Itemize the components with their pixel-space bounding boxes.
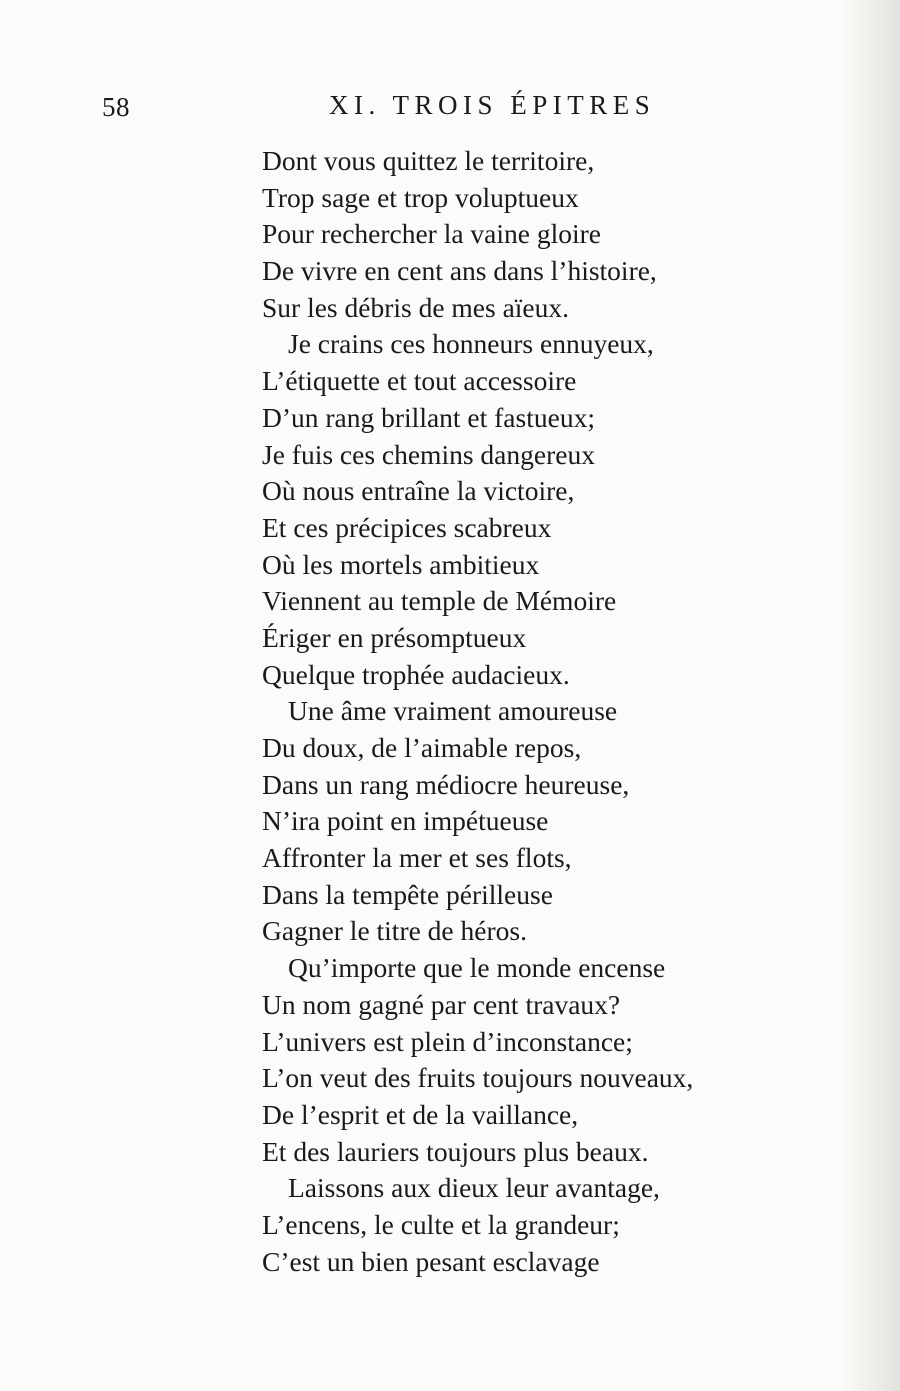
- poem-line: D’un rang brillant et fastueux;: [262, 401, 595, 433]
- poem-line: Dont vous quittez le territoire,: [262, 145, 595, 176]
- poem-line: Dans un rang médiocre heureuse,: [262, 768, 630, 800]
- poem-line: De vivre en cent ans dans l’histoire,: [262, 255, 657, 287]
- poem-line: C’est un bien pesant esclavage: [262, 1245, 600, 1277]
- poem-line: N’ira point en impétueuse: [262, 805, 549, 837]
- poem-line: Une âme vraiment amoureuse: [288, 695, 618, 727]
- poem-line: L’on veut des fruits toujours nouveaux,: [262, 1062, 694, 1094]
- poem-line: Affronter la mer et ses flots,: [262, 842, 572, 874]
- poem-line: Quelque trophée audacieux.: [262, 658, 570, 690]
- poem-line: Viennent au temple de Mémoire: [262, 585, 617, 617]
- poem-text: [262, 143, 862, 1280]
- poem-line: Sur les débris de mes aïeux.: [262, 291, 570, 323]
- poem-line: Ériger en présomptueux: [262, 621, 527, 653]
- poem-line: Du doux, de l’aimable repos,: [262, 732, 582, 763]
- poem-line: L’encens, le culte et la grandeur;: [262, 1208, 620, 1240]
- poem-line: L’univers est plein d’inconstance;: [262, 1025, 633, 1057]
- poem-line: Laissons aux dieux leur avantage,: [288, 1172, 660, 1204]
- poem-line: Et des lauriers toujours plus beaux.: [262, 1135, 649, 1167]
- poem-line: Je crains ces honneurs ennuyeux,: [288, 328, 654, 360]
- poem-line: Un nom gagné par cent travaux?: [262, 988, 621, 1020]
- poem-line: Pour rechercher la vaine gloire: [262, 218, 601, 250]
- poem-line: L’étiquette et tout accessoire: [262, 365, 577, 397]
- running-title: XI. TROIS ÉPITRES: [329, 90, 656, 120]
- poem-line: Je fuis ces chemins dangereux: [262, 438, 595, 470]
- poem-line: Dans la tempête périlleuse: [262, 878, 553, 910]
- poem-line: Qu’importe que le monde encense: [288, 952, 666, 984]
- page-number: 58: [102, 92, 130, 122]
- poem-line: Trop sage et trop voluptueux: [262, 181, 579, 213]
- poem-line: Où nous entraîne la victoire,: [262, 475, 575, 507]
- poem-line: Gagner le titre de héros.: [262, 915, 527, 947]
- poem-line: Où les mortels ambitieux: [262, 548, 540, 580]
- poem-line: De l’esprit et de la vaillance,: [262, 1098, 579, 1130]
- poem-line: Et ces précipices scabreux: [262, 511, 552, 543]
